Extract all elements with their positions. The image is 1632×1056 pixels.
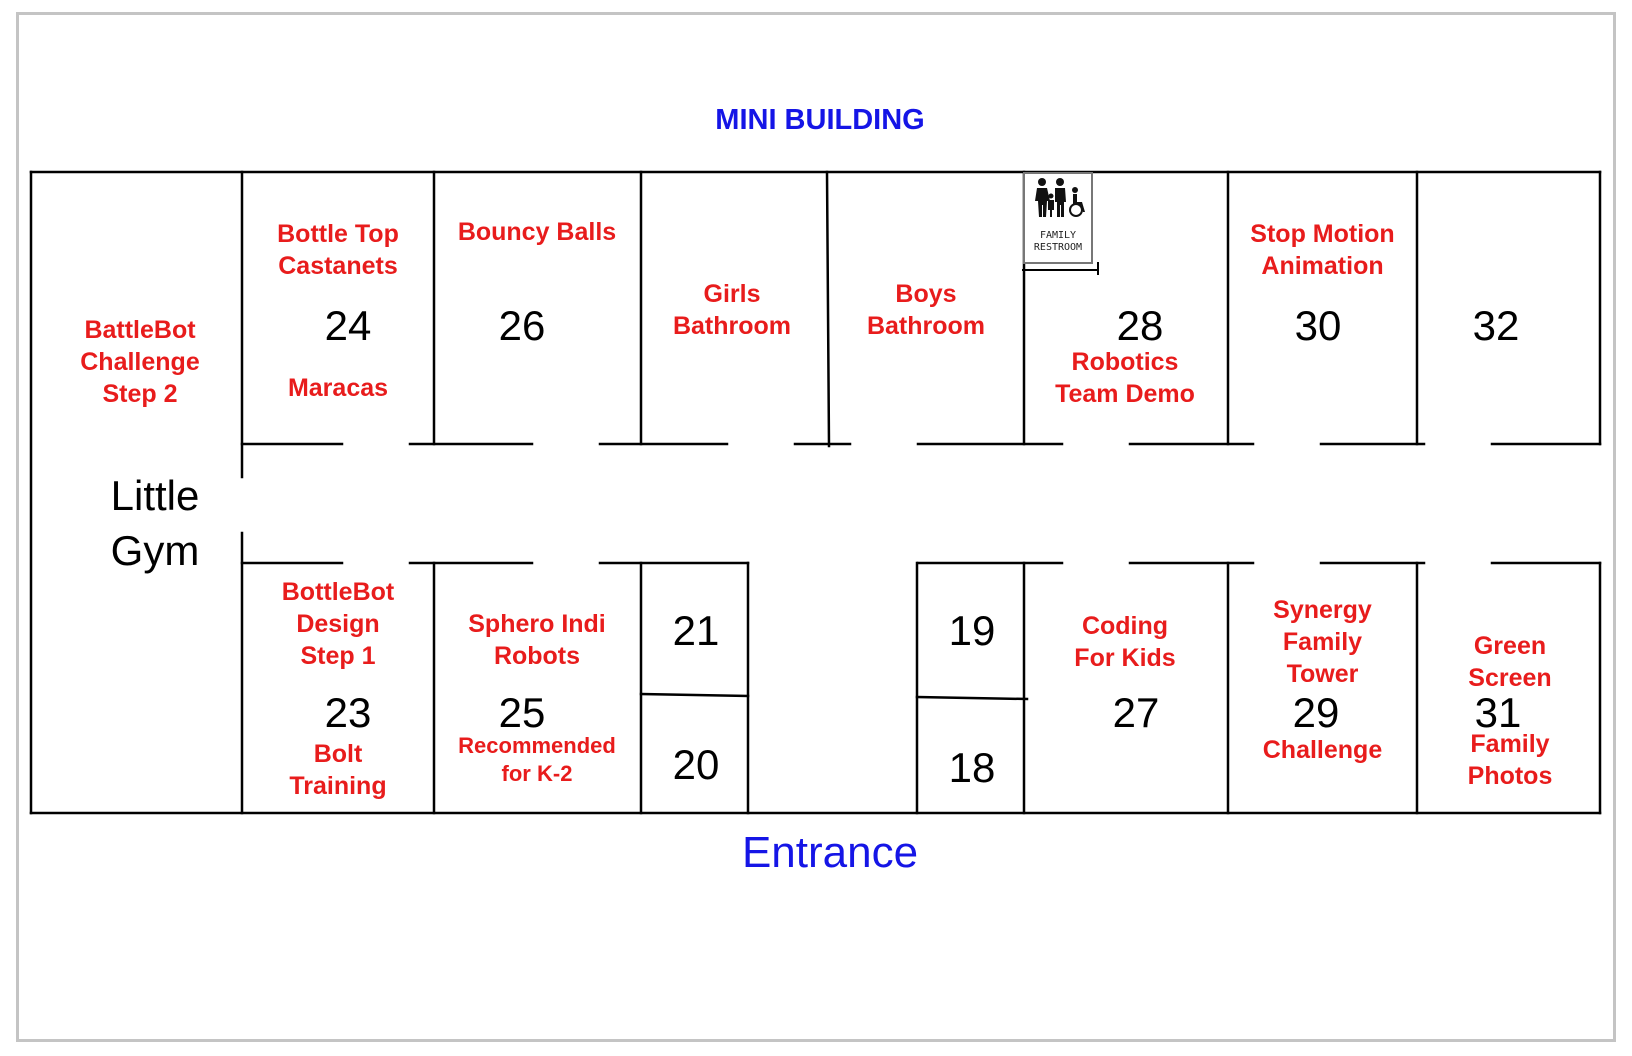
girls-bathroom-label — [650, 278, 814, 342]
activity-line: Stop Motion — [1250, 220, 1395, 248]
activity-line: Sphero Indi — [468, 610, 606, 638]
activity-line: Team Demo — [1055, 380, 1195, 408]
activity-line: BattleBot — [84, 316, 196, 344]
activity-line: Castanets — [278, 252, 398, 280]
activity-line: Step 2 — [102, 380, 178, 408]
activity-line: for K-2 — [501, 761, 573, 786]
activity-line: Robots — [493, 642, 581, 670]
room-30-number: 30 — [1294, 302, 1342, 349]
room-23-activity-2 — [258, 738, 418, 802]
room-28-activity — [1040, 346, 1210, 410]
activity-line: Coding — [1081, 612, 1169, 640]
room-18-number: 18 — [948, 744, 996, 791]
room-24-activity — [258, 218, 418, 282]
activity-line: Bolt — [313, 740, 363, 768]
room-30-activity — [1235, 218, 1410, 282]
room-31-activity — [1425, 630, 1595, 694]
family-restroom-icon — [1025, 174, 1091, 224]
activity-line: Family — [1282, 628, 1363, 656]
activity-line: BottleBot — [281, 578, 395, 606]
activity-line: Girls — [703, 280, 761, 308]
gym-line-2: Gym — [110, 527, 200, 574]
building-title: MINI BUILDING — [715, 104, 925, 136]
room-21-number: 21 — [672, 607, 720, 654]
entrance-label: Entrance — [741, 828, 919, 877]
little-gym-label — [60, 468, 250, 578]
room-19-number: 19 — [948, 607, 996, 654]
room-28-number: 28 — [1116, 302, 1164, 349]
activity-line: Green — [1473, 632, 1547, 660]
room-25-activity-2 — [440, 732, 634, 788]
room-29-activity-2 — [1240, 734, 1405, 766]
family-restroom-sign — [1023, 172, 1093, 264]
room-20-number: 20 — [672, 741, 720, 788]
activity-line: Challenge — [80, 348, 200, 376]
boys-bathroom-label — [842, 278, 1010, 342]
wall-girls-boys — [827, 172, 829, 446]
family-restroom-line-2: RESTROOM — [1033, 242, 1083, 253]
room-23-number: 23 — [324, 689, 372, 736]
activity-line: Synergy — [1273, 596, 1372, 624]
activity-line: Training — [289, 772, 387, 800]
room-26-activity — [446, 216, 628, 248]
room-23-activity — [258, 576, 418, 672]
room-27-number: 27 — [1112, 689, 1160, 736]
activity-line: Design — [296, 610, 380, 638]
activity-line: For Kids — [1074, 644, 1176, 672]
room-29-number: 29 — [1292, 689, 1340, 736]
activity-line: Step 1 — [300, 642, 376, 670]
wall-21-20 — [641, 694, 748, 696]
activity-line: Bouncy Balls — [457, 218, 617, 246]
room-25-number: 25 — [498, 689, 546, 736]
activity-line: Bathroom — [672, 312, 792, 340]
gym-line-1: Little — [110, 472, 200, 519]
room-31-number: 31 — [1474, 689, 1522, 736]
activity-line: Photos — [1467, 762, 1553, 790]
room-29-activity — [1240, 594, 1405, 690]
activity-line: Recommended — [458, 733, 616, 758]
activity-line: Family — [1470, 730, 1550, 758]
activity-line: Maracas — [287, 374, 389, 402]
family-restroom-line-1: FAMILY — [1039, 230, 1077, 241]
room-27-activity — [1040, 610, 1210, 674]
activity-line: Bathroom — [866, 312, 986, 340]
room-26-number: 26 — [498, 302, 546, 349]
room-32-number: 32 — [1472, 302, 1520, 349]
activity-line: Screen — [1468, 664, 1552, 692]
activity-line: Boys — [895, 280, 957, 308]
room-25-activity — [446, 608, 628, 672]
room-24-activity-2 — [258, 372, 418, 404]
activity-line: Robotics — [1071, 348, 1179, 376]
wall-19-18 — [917, 697, 1027, 699]
battlebot-challenge-label — [60, 314, 220, 410]
activity-line: Tower — [1286, 660, 1359, 688]
room-24-number: 24 — [324, 302, 372, 349]
activity-line: Bottle Top — [277, 220, 399, 248]
activity-line: Challenge — [1262, 736, 1383, 764]
room-31-activity-2 — [1425, 728, 1595, 792]
activity-line: Animation — [1261, 252, 1384, 280]
